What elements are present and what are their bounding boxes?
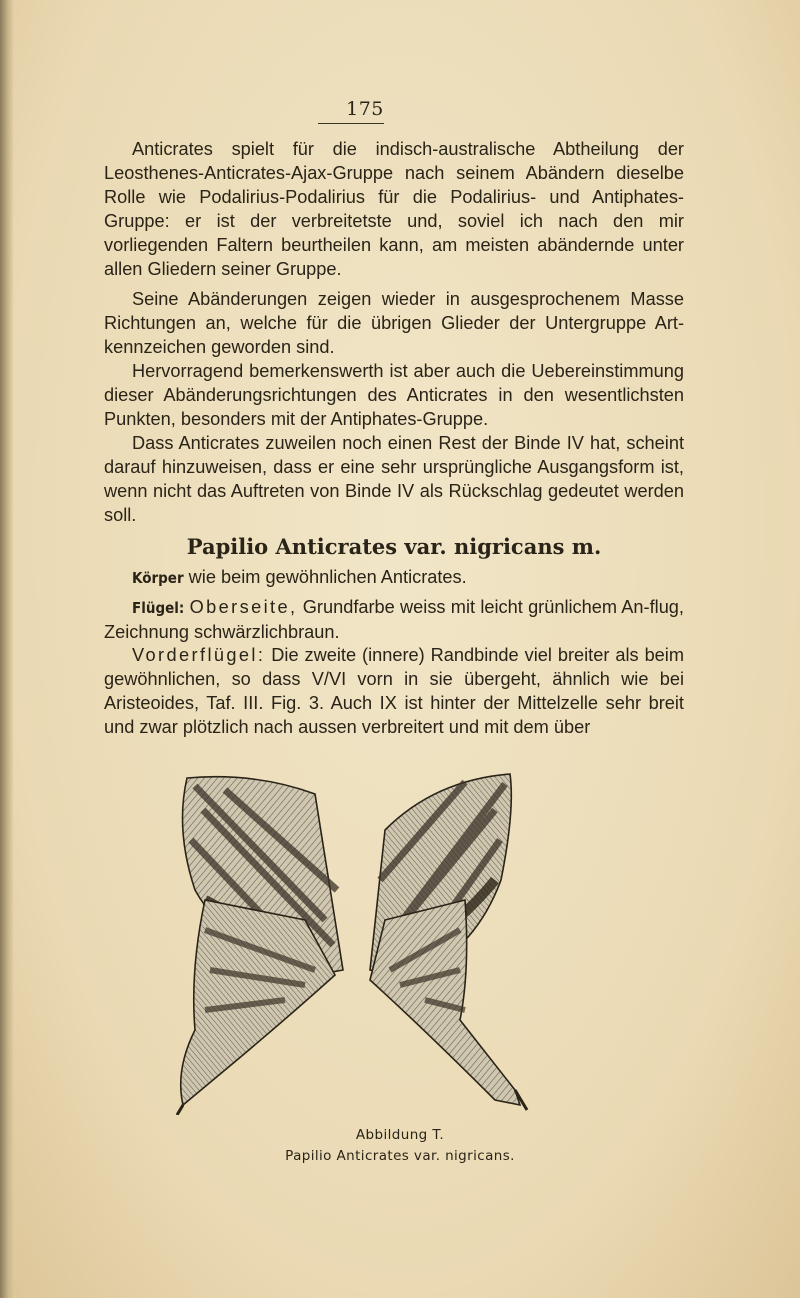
paragraph-2 <box>104 287 684 359</box>
koerper-label: Körper <box>132 569 184 587</box>
fluegel-description <box>104 595 684 644</box>
page-edge <box>0 0 14 1298</box>
page-number: 175 <box>346 98 384 120</box>
butterfly-figure <box>165 770 535 1115</box>
vorderfluegel-text: Die zweite (innere) Randbinde viel breiter als beim gewöhnlichen, so dass V/VI vorn in sie übergeht, ähnlich wie bei Aristeoides, Taf. III. Fig. 3. Auch IX ist hinter der Mittelzelle sehr breit und zwar plötzlich nach aussen verbreitert und mit dem über <box>104 645 684 737</box>
fluegel-text: Grundfarbe weiss mit leicht grünlichem An-flug, Zeichnung schwärzlichbraun. <box>104 597 684 642</box>
page-number-rule <box>318 123 384 124</box>
left-hindwing <box>177 900 335 1115</box>
koerper-description <box>104 565 684 590</box>
paragraph-1-text: Anticrates spielt für die indisch-australische Abtheilung der Leosthenes-Anticrates-Ajax-Gruppe nach seinem Abändern dieselbe Rolle wie Podalirius-Podalirius für die Podalirius- und Antiphates-Gruppe: er ist der verbreitetste und, soviel ich nach den mir vorliegenden Faltern beurtheilen kann, am meisten abändernde unter allen Gliedern seiner Gruppe. <box>104 139 684 279</box>
fluegel-label: Flügel: <box>132 599 185 617</box>
paragraph-4 <box>104 431 684 527</box>
paragraph-4-text: Dass Anticrates zuweilen noch einen Rest der Binde IV hat, scheint darauf hinzuweisen, dass er eine sehr ursprüngliche Ausgangsform ist, wenn nicht das Auftreten von Binde IV als Rückschlag gedeutet werden soll. <box>104 433 684 525</box>
section-title: Papilio Anticrates var. nigricans m. <box>186 534 602 559</box>
koerper-text: wie beim gewöhnlichen Anticrates. <box>188 567 467 587</box>
paragraph-3 <box>104 359 684 431</box>
right-hindwing <box>370 900 527 1110</box>
oberseite-label: Oberseite, <box>189 597 298 617</box>
paragraph-3-text: Hervorragend bemerkenswerth ist aber auch die Uebereinstimmung dieser Abänderungsrichtungen des Anticrates in den wesentlichsten Punkten, besonders mit der Antiphates-Gruppe. <box>104 361 684 429</box>
figure-caption-subtitle: Papilio Anticrates var. nigricans. <box>285 1148 515 1164</box>
paragraph-1 <box>104 137 684 281</box>
paragraph-2-text: Seine Abänderungen zeigen wieder in ausgesprochenem Masse Richtungen an, welche für die übrigen Glieder der Untergruppe Art-kennzeichen geworden sind. <box>104 289 684 357</box>
vorderfluegel-label: Vorderflügel: <box>132 645 266 665</box>
butterfly-wings-illustration <box>165 770 535 1115</box>
vorderfluegel-description <box>104 643 684 739</box>
figure-caption-title: Abbildung T. <box>355 1127 445 1143</box>
